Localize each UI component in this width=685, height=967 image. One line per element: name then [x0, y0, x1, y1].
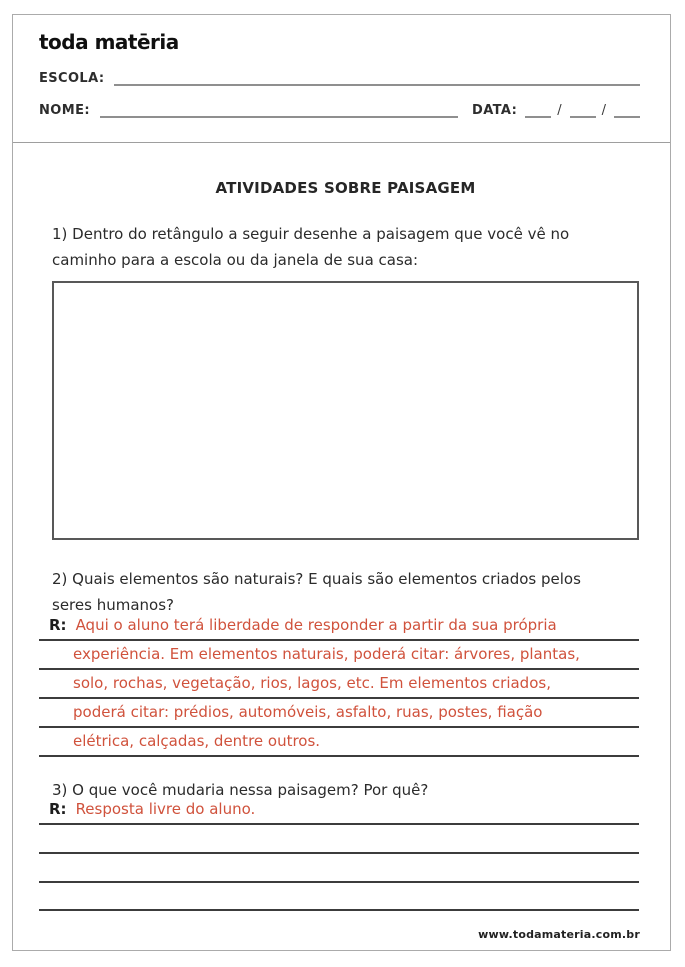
worksheet-title: ATIVIDADES SOBRE PAISAGEM: [215, 179, 476, 197]
page-header: [13, 15, 670, 143]
question-2-line-1: 2) Quais elementos são naturais? E quais são elementos criados pelos: [52, 570, 581, 588]
date-year-line: [614, 103, 640, 118]
worksheet-content: [13, 177, 670, 911]
question-2-text: [52, 566, 639, 618]
school-row: [39, 71, 640, 86]
date-slash: /: [601, 103, 606, 118]
answer-text: solo, rochas, vegetação, rios, lagos, etc. Em elementos criados,: [73, 674, 551, 692]
question-3-line-1: 3) O que você mudaria nessa paisagem? Por quê?: [52, 781, 429, 799]
answer-text: elétrica, calçadas, dentre outros.: [73, 732, 321, 750]
question-1-line-1: 1) Dentro do retângulo a seguir desenhe a paisagem que você vê no: [52, 225, 570, 243]
answer-text: experiência. Em elementos naturais, poderá citar: árvores, plantas,: [73, 645, 580, 663]
answer-prefix: R:: [49, 616, 67, 634]
answer-text: Resposta livre do aluno.: [75, 800, 256, 818]
toda-materia-logo: toda matēria: [39, 30, 179, 54]
worksheet-page: [12, 14, 671, 951]
answer-line: [39, 699, 639, 728]
date-month-line: [570, 103, 596, 118]
footer-url: www.todamateria.com.br: [478, 928, 640, 941]
question-2-answer-block: [39, 612, 639, 757]
answer-line: [39, 670, 639, 699]
date-label: DATA:: [472, 103, 518, 118]
answer-line: [39, 612, 639, 641]
question-2-line-2: seres humanos?: [52, 596, 174, 614]
question-1-text: [52, 221, 639, 273]
blank-answer-line: [39, 825, 639, 854]
date-slash: /: [557, 103, 562, 118]
school-write-line: [114, 71, 640, 86]
blank-answer-line: [39, 883, 639, 911]
question-1-line-2: caminho para a escola ou da janela de sua casa:: [52, 251, 419, 269]
answer-line: [39, 728, 639, 757]
name-write-line: [100, 103, 458, 118]
date-day-line: [525, 103, 551, 118]
answer-line: [39, 641, 639, 670]
answer-text: Aqui o aluno terá liberdade de responder a partir da sua própria: [75, 616, 557, 634]
school-label: ESCOLA:: [39, 71, 105, 86]
blank-answer-line: [39, 854, 639, 883]
answer-text: poderá citar: prédios, automóveis, asfalto, ruas, postes, fiação: [73, 703, 543, 721]
name-label: NOME:: [39, 103, 90, 118]
answer-prefix: R:: [49, 800, 67, 818]
drawing-area: [52, 281, 639, 540]
name-date-row: [39, 103, 640, 118]
